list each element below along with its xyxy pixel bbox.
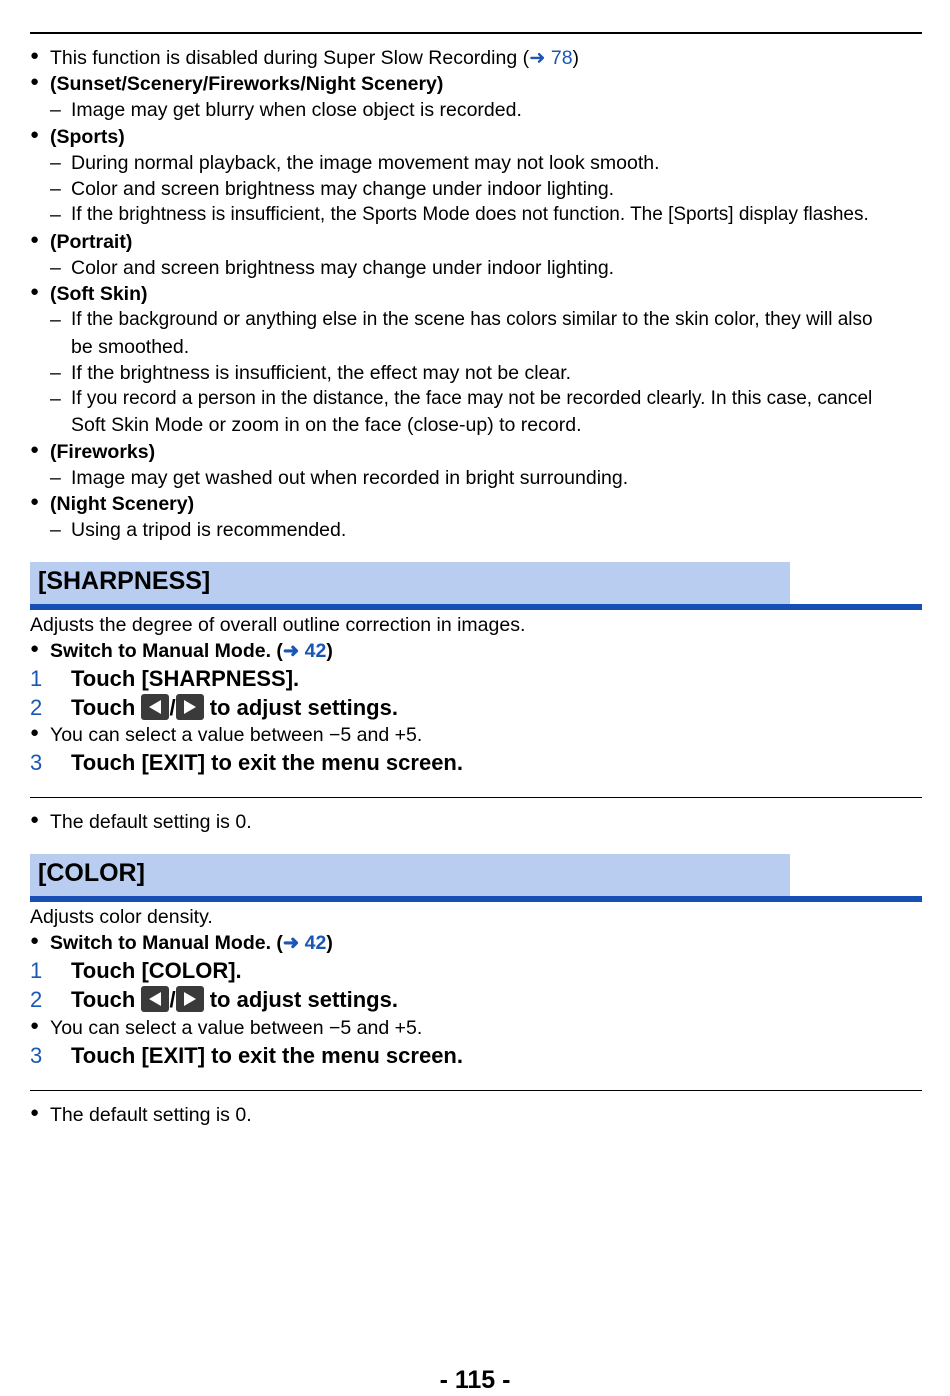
list-item: During normal playback, the image movement may not look smooth. [71,152,660,174]
dash-icon: – [50,152,61,174]
bullet-icon: ● [30,1017,40,1034]
step-text: Touch / to adjust settings. [71,987,398,1012]
dash-icon: – [50,467,61,489]
step-text: Touch [COLOR]. [71,958,242,983]
list-item: (Fireworks) [50,441,156,463]
dash-icon: – [50,99,61,121]
bullet-icon: ● [30,811,40,828]
section-bar [30,604,922,610]
bullet-icon: ● [30,231,40,248]
section-intro: Adjusts the degree of overall outline correction in images. [30,614,526,636]
section-intro: Adjusts color density. [30,906,213,928]
default-note: The default setting is 0. [50,811,252,833]
dash-icon: – [50,309,61,331]
list-item: If you record a person in the distance, the face may not be recorded clearly. In this case, cancel [71,388,873,409]
step-number: 2 [30,695,43,720]
step-text: Touch [EXIT] to exit the menu screen. [71,750,463,775]
page-link[interactable]: ➜ 78 [529,47,573,69]
list-item: Image may get blurry when close object is recorded. [71,99,522,121]
bullet-icon: ● [30,724,40,741]
list-item: Image may get washed out when recorded in bright surrounding. [71,467,629,489]
value-note: You can select a value between −5 and +5. [50,724,423,746]
step-text: Touch / to adjust settings. [71,695,398,720]
list-item: Soft Skin Mode or zoom in on the face (close-up) to record. [71,414,582,436]
list-item: If the brightness is insufficient, the effect may not be clear. [71,362,572,384]
section-title: [SHARPNESS] [38,567,211,595]
step-number: 3 [30,1043,43,1068]
list-item: (Portrait) [50,231,133,253]
list-item: (Soft Skin) [50,283,148,305]
page-number: - 115 - [439,1366,511,1394]
default-note: The default setting is 0. [50,1104,252,1126]
step-number: 2 [30,987,43,1012]
right-arrow-button-icon[interactable] [176,694,204,720]
value-note: You can select a value between −5 and +5. [50,1017,423,1039]
dash-icon: – [50,178,61,200]
manual-mode-note: Switch to Manual Mode. (➜ 42) [50,932,333,954]
list-item: If the background or anything else in the scene has colors similar to the skin color, they will also [71,309,873,330]
bullet-icon: ● [30,283,40,300]
list-item: (Sunset/Scenery/Fireworks/Night Scenery) [50,73,444,95]
page-link[interactable]: ➜ 42 [282,932,327,954]
dash-icon: – [50,388,61,410]
section-title: [COLOR] [38,859,145,887]
manual-mode-note: Switch to Manual Mode. (➜ 42) [50,640,333,662]
bullet-icon: ● [30,73,40,90]
step-text: Touch [EXIT] to exit the menu screen. [71,1043,463,1068]
section-header-sharpness [30,562,922,610]
dash-icon: – [50,362,61,384]
section-header-color [30,854,922,902]
step-number: 1 [30,666,43,691]
dash-icon: – [50,257,61,279]
page-link[interactable]: ➜ 42 [282,640,327,662]
divider [30,1090,922,1091]
step-number: 3 [30,750,43,775]
bullet-icon: ● [30,126,40,143]
bullet-icon: ● [30,493,40,510]
right-arrow-button-icon[interactable] [176,986,204,1012]
bullet-icon: ● [30,1104,40,1121]
dash-icon: – [50,519,61,541]
bullet-icon: ● [30,47,40,64]
list-item: Using a tripod is recommended. [71,519,347,541]
bullet-icon: ● [30,441,40,458]
dash-icon: – [50,204,61,226]
bullet-icon: ● [30,932,40,949]
top-rule [30,32,922,34]
section-bar [30,896,922,902]
left-arrow-button-icon[interactable] [141,694,169,720]
list-item: (Night Scenery) [50,493,195,515]
left-arrow-button-icon[interactable] [141,986,169,1012]
list-item: be smoothed. [71,336,190,358]
list-item: (Sports) [50,126,125,148]
list-item: This function is disabled during Super Slow Recording (➜ 78) [50,47,580,69]
list-item: Color and screen brightness may change under indoor lighting. [71,257,615,279]
divider [30,797,922,798]
list-item: Color and screen brightness may change under indoor lighting. [71,178,615,200]
bullet-icon: ● [30,640,40,657]
list-item: If the brightness is insufficient, the Sports Mode does not function. The [Sports] display flashes. [71,204,869,225]
step-number: 1 [30,958,43,983]
step-text: Touch [SHARPNESS]. [71,666,300,691]
